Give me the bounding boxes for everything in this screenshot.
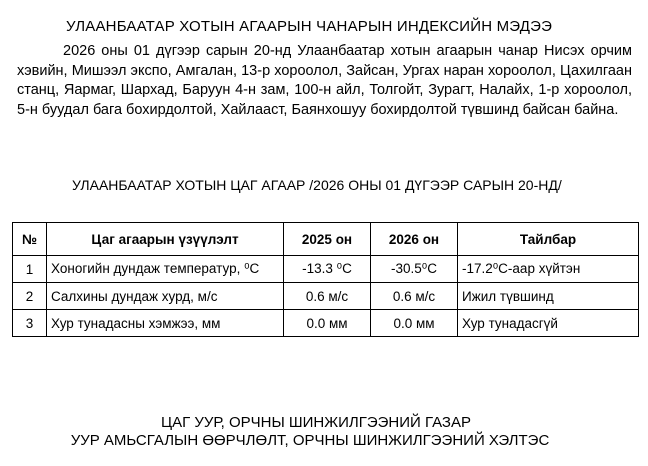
header-no: №: [13, 223, 47, 256]
cell-2026: -30.5⁰С: [371, 256, 458, 283]
footer-organization: ЦАГ УУР, ОРЧНЫ ШИНЖИЛГЭЭНИЙ ГАЗАР: [160, 414, 471, 431]
header-2025: 2025 он: [284, 223, 371, 256]
table-row: [13, 310, 639, 337]
cell-2026: 0.6 м/с: [371, 283, 458, 310]
cell-no: 3: [13, 310, 47, 337]
cell-2025: -13.3 ⁰С: [284, 256, 371, 283]
table-row: [13, 283, 639, 310]
cell-2025: 0.6 м/с: [284, 283, 371, 310]
cell-indicator: Хоногийн дундаж температур, ⁰С: [47, 256, 284, 283]
cell-no: 2: [13, 283, 47, 310]
header-indicator: Цаг агаарын үзүүлэлт: [47, 223, 284, 256]
table-row: [13, 256, 639, 283]
cell-2025: 0.0 мм: [284, 310, 371, 337]
cell-note: -17.2⁰С-аар хүйтэн: [458, 256, 639, 283]
cell-no: 1: [13, 256, 47, 283]
cell-note: Ижил түвшинд: [458, 283, 639, 310]
cell-indicator: Хур тунадасны хэмжээ, мм: [47, 310, 284, 337]
cell-2026: 0.0 мм: [371, 310, 458, 337]
table-header-row: [13, 223, 639, 256]
cell-note: Хур тунадасгүй: [458, 310, 639, 337]
cell-indicator: Салхины дундаж хурд, м/с: [47, 283, 284, 310]
header-2026: 2026 он: [371, 223, 458, 256]
header-note: Тайлбар: [458, 223, 639, 256]
footer-department: УУР АМЬСГАЛЫН ӨӨРЧЛӨЛТ, ОРЧНЫ ШИНЖИЛГЭЭНИЙ ХЭЛТЭС: [70, 432, 550, 449]
table-title: УЛААНБААТАР ХОТЫН ЦАГ АГААР /2026 ОНЫ 01 ДҮГЭЭР САРЫН 20-НД/: [72, 177, 562, 193]
air-quality-summary: 2026 оны 01 дүгээр сарын 20-нд Улаанбаатар хотын агаарын чанар Нисэх орчим хэвийн, Мишээл экспо, Амгалан, 13-р хороолол, Зайсан, Ургах наран хороолол, Цахилгаан станц, Яармаг, Шархад, Баруун 4-н зам, 100-н айл, Толгойт, Зурагт, Налайх, 1-р хороолол, 5-н буудал бага бохирдолтой, Хайлааст, Баянхошуу бохирдолтой түвшинд байсан байна.: [17, 43, 632, 118]
document-title: УЛААНБААТАР ХОТЫН АГААРЫН ЧАНАРЫН ИНДЕКСИЙН МЭДЭЭ: [66, 18, 553, 35]
weather-table: [12, 222, 639, 337]
